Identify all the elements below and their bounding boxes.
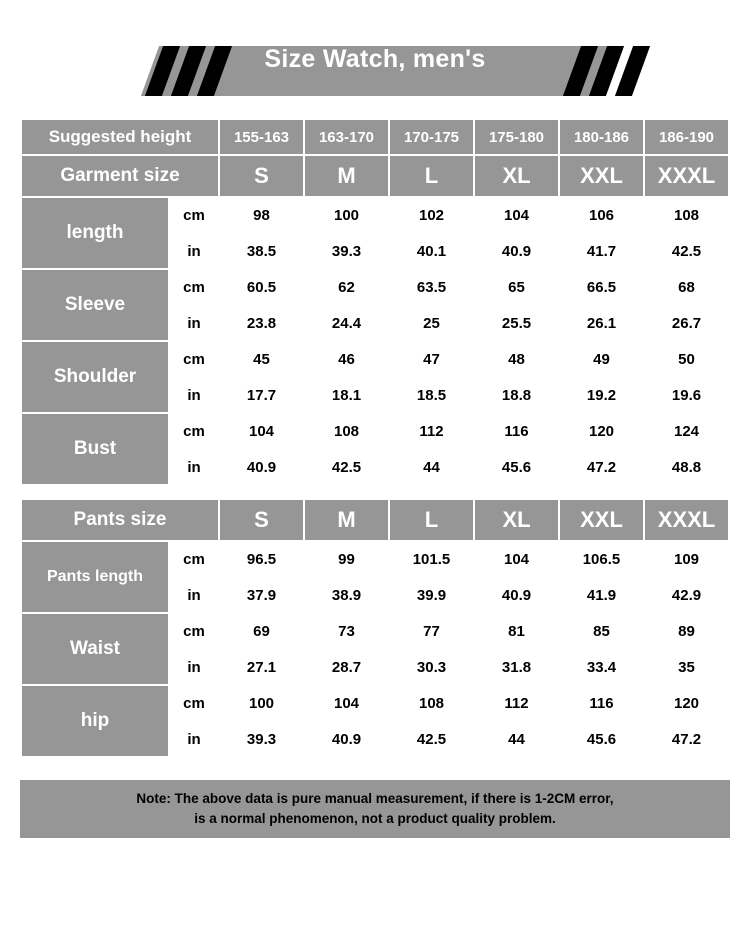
measure-cell: 66.5 — [559, 269, 644, 305]
measure-cell: 26.1 — [559, 305, 644, 341]
page-title: Size Watch, men's — [264, 44, 486, 73]
measure-cell: 42.5 — [304, 449, 389, 485]
garment-size-cell: S — [219, 155, 304, 197]
height-range-cell: 186-190 — [644, 119, 729, 155]
measure-cell: 28.7 — [304, 649, 389, 685]
pants-table-wrap — [0, 498, 750, 758]
measure-label-length: length — [21, 197, 169, 269]
table-row — [21, 155, 729, 197]
measure-cell: 112 — [474, 685, 559, 721]
measure-cell: 120 — [559, 413, 644, 449]
height-range-cell: 155-163 — [219, 119, 304, 155]
measure-cell: 116 — [474, 413, 559, 449]
table-row — [21, 341, 729, 377]
garment-size-cell: XXL — [559, 155, 644, 197]
measure-cell: 109 — [644, 541, 729, 577]
measure-cell: 26.7 — [644, 305, 729, 341]
measurement-note — [20, 780, 730, 838]
measure-cell: 62 — [304, 269, 389, 305]
measure-cell: 124 — [644, 413, 729, 449]
measure-cell: 25 — [389, 305, 474, 341]
garment-size-cell: XL — [474, 155, 559, 197]
measure-cell: 81 — [474, 613, 559, 649]
unit-cell-cm: cm — [169, 341, 219, 377]
measure-cell: 46 — [304, 341, 389, 377]
measure-cell: 99 — [304, 541, 389, 577]
measure-cell: 37.9 — [219, 577, 304, 613]
unit-cell-in: in — [169, 233, 219, 269]
unit-cell-cm: cm — [169, 613, 219, 649]
measure-cell: 45.6 — [474, 449, 559, 485]
measure-cell: 108 — [389, 685, 474, 721]
note-line-1: Note: The above data is pure manual measurement, if there is 1-2CM error, — [136, 791, 614, 806]
measure-cell: 100 — [304, 197, 389, 233]
measure-cell: 100 — [219, 685, 304, 721]
measure-label-hip: hip — [21, 685, 169, 757]
garment-table-wrap — [0, 118, 750, 486]
table-row — [21, 499, 729, 541]
measure-cell: 48.8 — [644, 449, 729, 485]
measure-label-sleeve: Sleeve — [21, 269, 169, 341]
note-line-2: is a normal phenomenon, not a product quality problem. — [194, 810, 556, 826]
measure-cell: 18.5 — [389, 377, 474, 413]
measure-cell: 45.6 — [559, 721, 644, 757]
garment-size-cell: M — [304, 155, 389, 197]
table-row — [21, 613, 729, 649]
unit-cell-in: in — [169, 577, 219, 613]
pants-size-table — [20, 498, 730, 758]
measure-cell: 104 — [304, 685, 389, 721]
measure-cell: 50 — [644, 341, 729, 377]
measure-cell: 48 — [474, 341, 559, 377]
measure-cell: 106 — [559, 197, 644, 233]
measure-cell: 38.5 — [219, 233, 304, 269]
measure-label-waist: Waist — [21, 613, 169, 685]
unit-cell-in: in — [169, 305, 219, 341]
pants-size-cell: M — [304, 499, 389, 541]
measure-cell: 42.5 — [389, 721, 474, 757]
unit-cell-cm: cm — [169, 269, 219, 305]
measure-label-pants-length: Pants length — [21, 541, 169, 613]
pants-size-cell: S — [219, 499, 304, 541]
table-row — [21, 119, 729, 155]
pants-size-cell: L — [389, 499, 474, 541]
measure-cell: 39.9 — [389, 577, 474, 613]
page-header — [0, 0, 750, 118]
measure-cell: 112 — [389, 413, 474, 449]
measure-cell: 38.9 — [304, 577, 389, 613]
pants-size-cell: XL — [474, 499, 559, 541]
measure-cell: 65 — [474, 269, 559, 305]
measure-cell: 102 — [389, 197, 474, 233]
table-row — [21, 269, 729, 305]
measure-cell: 104 — [474, 197, 559, 233]
measure-cell: 31.8 — [474, 649, 559, 685]
measure-cell: 116 — [559, 685, 644, 721]
suggested-height-label: Suggested height — [21, 119, 219, 155]
measure-cell: 101.5 — [389, 541, 474, 577]
measure-cell: 30.3 — [389, 649, 474, 685]
unit-cell-in: in — [169, 649, 219, 685]
unit-cell-cm: cm — [169, 197, 219, 233]
measure-cell: 104 — [474, 541, 559, 577]
measure-cell: 77 — [389, 613, 474, 649]
measure-cell: 73 — [304, 613, 389, 649]
measure-cell: 17.7 — [219, 377, 304, 413]
pants-size-label: Pants size — [21, 499, 219, 541]
measure-cell: 40.1 — [389, 233, 474, 269]
measure-cell: 39.3 — [304, 233, 389, 269]
measure-cell: 49 — [559, 341, 644, 377]
unit-cell-in: in — [169, 449, 219, 485]
measure-cell: 106.5 — [559, 541, 644, 577]
measure-cell: 18.8 — [474, 377, 559, 413]
measure-cell: 40.9 — [474, 577, 559, 613]
measure-cell: 68 — [644, 269, 729, 305]
measure-cell: 35 — [644, 649, 729, 685]
table-row — [21, 685, 729, 721]
measure-cell: 41.9 — [559, 577, 644, 613]
unit-cell-cm: cm — [169, 413, 219, 449]
measure-cell: 63.5 — [389, 269, 474, 305]
height-range-cell: 163-170 — [304, 119, 389, 155]
measure-cell: 27.1 — [219, 649, 304, 685]
unit-cell-cm: cm — [169, 685, 219, 721]
garment-size-table — [20, 118, 730, 486]
measure-cell: 24.4 — [304, 305, 389, 341]
table-row — [21, 413, 729, 449]
measure-cell: 120 — [644, 685, 729, 721]
pants-size-cell: XXL — [559, 499, 644, 541]
measure-cell: 44 — [389, 449, 474, 485]
measure-cell: 85 — [559, 613, 644, 649]
measure-cell: 42.9 — [644, 577, 729, 613]
measure-cell: 44 — [474, 721, 559, 757]
measure-cell: 40.9 — [474, 233, 559, 269]
measure-cell: 47.2 — [559, 449, 644, 485]
measure-cell: 42.5 — [644, 233, 729, 269]
measure-label-bust: Bust — [21, 413, 169, 485]
measure-cell: 25.5 — [474, 305, 559, 341]
unit-cell-cm: cm — [169, 541, 219, 577]
measure-cell: 89 — [644, 613, 729, 649]
measure-cell: 19.6 — [644, 377, 729, 413]
measure-cell: 18.1 — [304, 377, 389, 413]
measure-label-shoulder: Shoulder — [21, 341, 169, 413]
measure-cell: 40.9 — [304, 721, 389, 757]
height-range-cell: 180-186 — [559, 119, 644, 155]
pants-size-cell: XXXL — [644, 499, 729, 541]
measure-cell: 23.8 — [219, 305, 304, 341]
measure-cell: 104 — [219, 413, 304, 449]
measure-cell: 47.2 — [644, 721, 729, 757]
measure-cell: 96.5 — [219, 541, 304, 577]
measure-cell: 108 — [644, 197, 729, 233]
measure-cell: 69 — [219, 613, 304, 649]
measure-cell: 39.3 — [219, 721, 304, 757]
note-wrap — [0, 780, 750, 838]
measure-cell: 47 — [389, 341, 474, 377]
garment-size-cell: XXXL — [644, 155, 729, 197]
measure-cell: 45 — [219, 341, 304, 377]
table-row — [21, 197, 729, 233]
measure-cell: 60.5 — [219, 269, 304, 305]
measure-cell: 98 — [219, 197, 304, 233]
garment-size-cell: L — [389, 155, 474, 197]
height-range-cell: 175-180 — [474, 119, 559, 155]
measure-cell: 33.4 — [559, 649, 644, 685]
measure-cell: 41.7 — [559, 233, 644, 269]
measure-cell: 40.9 — [219, 449, 304, 485]
unit-cell-in: in — [169, 377, 219, 413]
height-range-cell: 170-175 — [389, 119, 474, 155]
table-row — [21, 541, 729, 577]
measure-cell: 108 — [304, 413, 389, 449]
unit-cell-in: in — [169, 721, 219, 757]
measure-cell: 19.2 — [559, 377, 644, 413]
garment-size-label: Garment size — [21, 155, 219, 197]
